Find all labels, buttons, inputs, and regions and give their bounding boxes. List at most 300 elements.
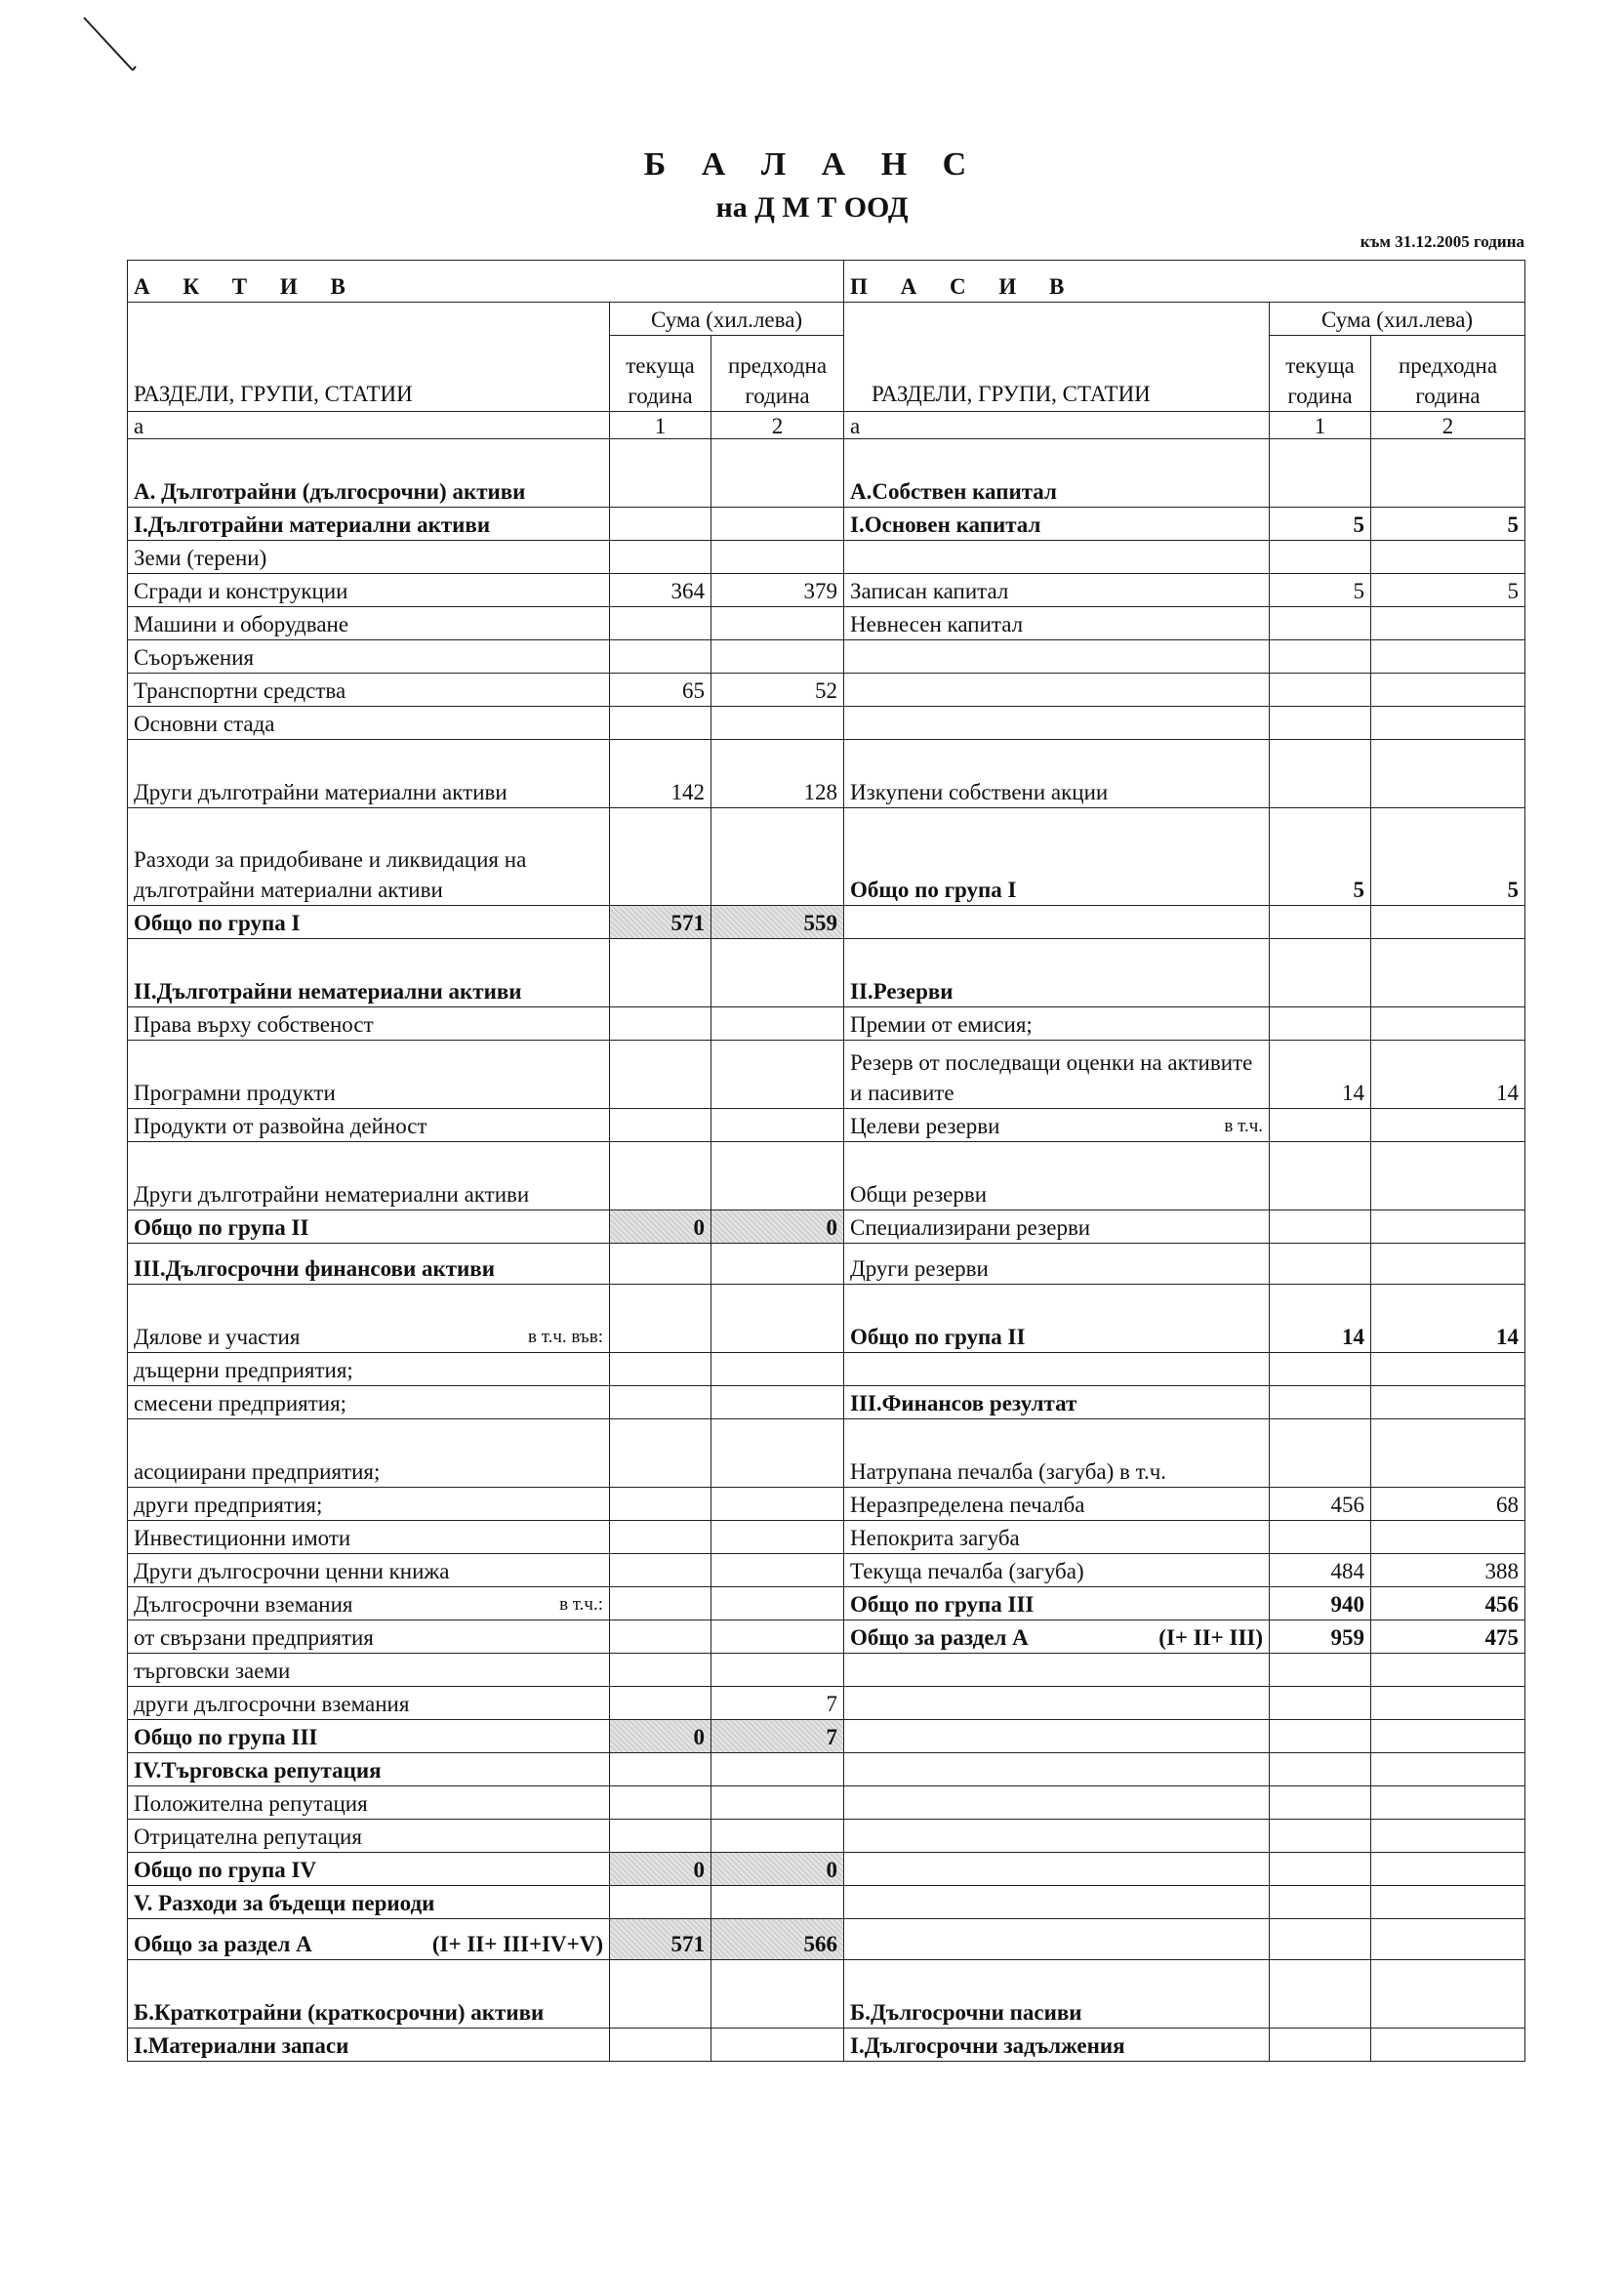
table-row	[128, 1419, 1525, 1488]
left-row-label: Сгради и конструкции	[128, 574, 610, 607]
right-current-value	[1270, 1786, 1371, 1820]
table-row	[128, 1210, 1525, 1244]
right-current-value: 5	[1270, 508, 1371, 541]
right-current-value: 484	[1270, 1554, 1371, 1587]
right-current-value	[1270, 1820, 1371, 1853]
right-previous-value	[1371, 1210, 1525, 1244]
left-row-label: Б.Краткотрайни (краткосрочни) активи	[128, 1960, 610, 2029]
right-previous-value: 5	[1371, 808, 1525, 906]
left-current-value	[610, 541, 711, 574]
table-row	[128, 508, 1525, 541]
table-row	[128, 1587, 1525, 1620]
table-row	[128, 607, 1525, 640]
left-row-label: други дългосрочни вземания	[128, 1687, 610, 1720]
right-row-label	[844, 1620, 1270, 1654]
left-previous-value	[711, 1753, 844, 1786]
left-current-value: 364	[610, 574, 711, 607]
table-row	[128, 1007, 1525, 1041]
left-previous-value	[711, 1285, 844, 1353]
right-previous-value	[1371, 1109, 1525, 1142]
left-previous-value	[711, 707, 844, 740]
left-row-label	[128, 1919, 610, 1960]
right-previous-value	[1371, 1853, 1525, 1886]
left-col-a: а	[128, 412, 610, 439]
right-col-a: а	[844, 412, 1270, 439]
left-previous-value	[711, 1820, 844, 1853]
left-sections-header: РАЗДЕЛИ, ГРУПИ, СТАТИИ	[128, 303, 610, 412]
left-row-label: Общо по група II	[128, 1210, 610, 1244]
left-current-value	[610, 1654, 711, 1687]
right-current-value: 14	[1270, 1041, 1371, 1109]
left-current-value	[610, 607, 711, 640]
left-current-value	[610, 1285, 711, 1353]
left-previous-value	[711, 1488, 844, 1521]
left-row-label: Основни стада	[128, 707, 610, 740]
left-current-year-header: текуща година	[610, 336, 711, 412]
left-previous-value: 566	[711, 1919, 844, 1960]
left-current-value	[610, 1521, 711, 1554]
right-current-value	[1270, 1654, 1371, 1687]
right-previous-value	[1371, 1521, 1525, 1554]
right-row-label	[844, 1886, 1270, 1919]
left-current-value	[610, 1109, 711, 1142]
left-row-label: Земи (терени)	[128, 541, 610, 574]
right-col-1: 1	[1270, 412, 1371, 439]
right-previous-value	[1371, 1753, 1525, 1786]
left-row-label: Други дълготрайни нематериални активи	[128, 1142, 610, 1210]
left-row-label: I.Материални запаси	[128, 2029, 610, 2062]
right-row-label	[844, 906, 1270, 939]
left-current-value	[610, 1960, 711, 2029]
left-current-value	[610, 939, 711, 1007]
right-previous-value	[1371, 607, 1525, 640]
right-label-formula: (I+ II+ III)	[1158, 1625, 1264, 1650]
left-current-value	[610, 1554, 711, 1587]
column-index-row	[128, 412, 1525, 439]
right-current-value: 5	[1270, 808, 1371, 906]
left-row-label: Машини и оборудване	[128, 607, 610, 640]
right-previous-value	[1371, 2029, 1525, 2062]
left-current-value	[610, 1620, 711, 1654]
left-row-label: асоциирани предприятия;	[128, 1419, 610, 1488]
right-previous-value	[1371, 1353, 1525, 1386]
left-previous-value	[711, 1620, 844, 1654]
left-current-value: 571	[610, 1919, 711, 1960]
left-current-value	[610, 508, 711, 541]
table-row	[128, 1488, 1525, 1521]
right-current-value	[1270, 607, 1371, 640]
right-current-value: 14	[1270, 1285, 1371, 1353]
right-previous-year-header: предходна година	[1371, 336, 1525, 412]
left-row-label: А. Дълготрайни (дългосрочни) активи	[128, 439, 610, 508]
left-row-label: смесени предприятия;	[128, 1386, 610, 1419]
left-row-label: Общо по група IV	[128, 1853, 610, 1886]
left-current-value	[610, 1488, 711, 1521]
left-current-value	[610, 1142, 711, 1210]
table-row	[128, 1142, 1525, 1210]
left-previous-value	[711, 939, 844, 1007]
left-row-label: от свързани предприятия	[128, 1620, 610, 1654]
right-row-label	[844, 1919, 1270, 1960]
right-row-label: Невнесен капитал	[844, 607, 1270, 640]
left-row-label: Съоръжения	[128, 640, 610, 674]
right-row-label: Специализирани резерви	[844, 1210, 1270, 1244]
left-previous-value	[711, 508, 844, 541]
right-row-label: Б.Дългосрочни пасиви	[844, 1960, 1270, 2029]
left-previous-value	[711, 1960, 844, 2029]
table-row	[128, 1041, 1525, 1109]
table-row	[128, 1753, 1525, 1786]
right-row-label	[844, 1687, 1270, 1720]
left-previous-value	[711, 640, 844, 674]
right-current-value	[1270, 1007, 1371, 1041]
left-row-label: Други дългосрочни ценни книжа	[128, 1554, 610, 1587]
left-row-label: Общо по група I	[128, 906, 610, 939]
left-current-value: 0	[610, 1853, 711, 1886]
right-row-label: Общо по група I	[844, 808, 1270, 906]
aktiv-header: А К Т И В	[128, 261, 844, 303]
right-row-label: Общо по група III	[844, 1587, 1270, 1620]
left-previous-value	[711, 1142, 844, 1210]
left-row-label: Разходи за придобиване и ликвидация на дълготрайни материални активи	[128, 808, 610, 906]
left-row-label: Права върху собственост	[128, 1007, 610, 1041]
left-label-text: Общо за раздел А	[134, 1932, 312, 1956]
document-title: Б А Л А Н С	[643, 146, 981, 183]
left-current-value	[610, 1820, 711, 1853]
table-row	[128, 1720, 1525, 1753]
right-current-value	[1270, 2029, 1371, 2062]
left-current-value	[610, 1244, 711, 1285]
right-previous-value: 14	[1371, 1041, 1525, 1109]
right-previous-value	[1371, 1786, 1525, 1820]
balance-sheet-table	[127, 260, 1525, 2062]
right-previous-value	[1371, 1960, 1525, 2029]
right-current-value	[1270, 1753, 1371, 1786]
table-row	[128, 808, 1525, 906]
right-previous-value	[1371, 1419, 1525, 1488]
left-current-value	[610, 2029, 711, 2062]
table-row	[128, 939, 1525, 1007]
right-current-value	[1270, 740, 1371, 808]
left-col-2: 2	[711, 412, 844, 439]
left-previous-value: 0	[711, 1210, 844, 1244]
right-row-label	[844, 1753, 1270, 1786]
left-current-value	[610, 1007, 711, 1041]
right-current-value	[1270, 1853, 1371, 1886]
left-current-value	[610, 1753, 711, 1786]
left-current-value: 142	[610, 740, 711, 808]
right-row-label	[844, 1353, 1270, 1386]
left-previous-value	[711, 1587, 844, 1620]
left-previous-value: 7	[711, 1687, 844, 1720]
right-row-label: Неразпределена печалба	[844, 1488, 1270, 1521]
right-previous-value	[1371, 740, 1525, 808]
right-current-value	[1270, 439, 1371, 508]
left-previous-value	[711, 2029, 844, 2062]
left-row-label: Отрицателна репутация	[128, 1820, 610, 1853]
right-current-value	[1270, 1142, 1371, 1210]
table-row	[128, 1853, 1525, 1886]
right-row-label: III.Финансов резултат	[844, 1386, 1270, 1419]
left-current-value	[610, 1419, 711, 1488]
table-row	[128, 1687, 1525, 1720]
left-sum-header: Сума (хил.лева)	[610, 303, 844, 336]
table-row	[128, 1820, 1525, 1853]
left-row-label: I.Дълготрайни материални активи	[128, 508, 610, 541]
right-row-label	[844, 1853, 1270, 1886]
right-current-value: 456	[1270, 1488, 1371, 1521]
right-previous-value	[1371, 1687, 1525, 1720]
left-row-label: IV.Търговска репутация	[128, 1753, 610, 1786]
right-previous-value	[1371, 541, 1525, 574]
scan-mark	[82, 16, 150, 74]
right-row-label: Резерв от последващи оценки на активите и пасивите	[844, 1041, 1270, 1109]
right-row-label: Текуща печалба (загуба)	[844, 1554, 1270, 1587]
right-previous-value	[1371, 674, 1525, 707]
right-current-value	[1270, 1886, 1371, 1919]
right-row-label: Общо по група II	[844, 1285, 1270, 1353]
left-previous-year-header: предходна година	[711, 336, 844, 412]
table-row	[128, 574, 1525, 607]
left-previous-value: 128	[711, 740, 844, 808]
left-previous-value	[711, 1886, 844, 1919]
right-current-value: 940	[1270, 1587, 1371, 1620]
header-row	[128, 261, 1525, 303]
right-current-value	[1270, 1720, 1371, 1753]
left-row-label: Инвестиционни имоти	[128, 1521, 610, 1554]
left-row-label	[128, 1285, 610, 1353]
document-subtitle: на Д М Т ООД	[715, 191, 909, 224]
left-previous-value	[711, 1554, 844, 1587]
right-current-value: 959	[1270, 1620, 1371, 1654]
left-label-text: Дългосрочни вземания	[134, 1592, 353, 1617]
left-label-note: в т.ч.:	[559, 1594, 603, 1615]
table-row	[128, 1386, 1525, 1419]
left-current-value: 65	[610, 674, 711, 707]
left-current-value: 571	[610, 906, 711, 939]
right-row-label	[844, 1820, 1270, 1853]
right-label-wrap	[850, 1622, 1263, 1653]
left-current-value: 0	[610, 1210, 711, 1244]
right-row-label: Премии от емисия;	[844, 1007, 1270, 1041]
right-previous-value	[1371, 1386, 1525, 1419]
right-row-label: Изкупени собствени акции	[844, 740, 1270, 808]
right-row-label	[844, 1786, 1270, 1820]
right-current-value	[1270, 1960, 1371, 2029]
right-current-value	[1270, 1109, 1371, 1142]
table-row	[128, 906, 1525, 939]
left-row-label: Общо по група III	[128, 1720, 610, 1753]
right-current-value	[1270, 1521, 1371, 1554]
table-row	[128, 640, 1525, 674]
left-current-value	[610, 1041, 711, 1109]
right-previous-value	[1371, 939, 1525, 1007]
right-label-note: в т.ч.	[1224, 1116, 1264, 1136]
table-row	[128, 1620, 1525, 1654]
table-row	[128, 1285, 1525, 1353]
right-previous-value	[1371, 1654, 1525, 1687]
left-current-value	[610, 1386, 711, 1419]
right-row-label	[844, 1720, 1270, 1753]
right-row-label: I.Основен капитал	[844, 508, 1270, 541]
left-label-note: в т.ч. във:	[528, 1327, 603, 1347]
left-previous-value	[711, 1353, 844, 1386]
table-row	[128, 1886, 1525, 1919]
right-row-label: Записан капитал	[844, 574, 1270, 607]
right-previous-value: 475	[1371, 1620, 1525, 1654]
right-current-value	[1270, 1244, 1371, 1285]
right-sum-header: Сума (хил.лева)	[1270, 303, 1525, 336]
right-previous-value: 456	[1371, 1587, 1525, 1620]
right-previous-value	[1371, 906, 1525, 939]
right-current-value	[1270, 1210, 1371, 1244]
right-previous-value: 5	[1371, 508, 1525, 541]
table-row	[128, 1919, 1525, 1960]
right-current-value	[1270, 1353, 1371, 1386]
left-row-label: дъщерни предприятия;	[128, 1353, 610, 1386]
left-label-wrap	[134, 1322, 603, 1352]
right-previous-value: 5	[1371, 574, 1525, 607]
left-col-1: 1	[610, 412, 711, 439]
left-row-label: Програмни продукти	[128, 1041, 610, 1109]
left-label-wrap	[134, 1589, 603, 1620]
left-current-value	[610, 1886, 711, 1919]
left-current-value	[610, 808, 711, 906]
left-previous-value	[711, 1109, 844, 1142]
left-current-value	[610, 1687, 711, 1720]
left-previous-value: 379	[711, 574, 844, 607]
left-previous-value	[711, 1007, 844, 1041]
right-previous-value	[1371, 707, 1525, 740]
table-row	[128, 674, 1525, 707]
left-row-label: Транспортни средства	[128, 674, 610, 707]
right-previous-value	[1371, 1720, 1525, 1753]
left-row-label: търговски заеми	[128, 1654, 610, 1687]
left-previous-value	[711, 1386, 844, 1419]
left-current-value	[610, 640, 711, 674]
table-row	[128, 707, 1525, 740]
right-current-value: 5	[1270, 574, 1371, 607]
left-row-label: Други дълготрайни материални активи	[128, 740, 610, 808]
table-row	[128, 1353, 1525, 1386]
pasiv-header: П А С И В	[844, 261, 1525, 303]
left-current-value	[610, 1353, 711, 1386]
right-previous-value	[1371, 640, 1525, 674]
left-current-value	[610, 1786, 711, 1820]
right-previous-value	[1371, 439, 1525, 508]
right-current-value	[1270, 906, 1371, 939]
right-row-label: А.Собствен капитал	[844, 439, 1270, 508]
left-row-label	[128, 1587, 610, 1620]
table-row	[128, 1960, 1525, 2029]
left-current-value	[610, 1587, 711, 1620]
right-previous-value: 14	[1371, 1285, 1525, 1353]
left-previous-value	[711, 541, 844, 574]
left-label-formula: (I+ II+ III+IV+V)	[431, 1932, 603, 1956]
left-current-value	[610, 439, 711, 508]
sum-header-row	[128, 303, 1525, 336]
right-previous-value	[1371, 1886, 1525, 1919]
right-row-label	[844, 1654, 1270, 1687]
table-row	[128, 541, 1525, 574]
left-row-label: III.Дългосрочни финансови активи	[128, 1244, 610, 1285]
table-row	[128, 1244, 1525, 1285]
left-label-wrap	[134, 1929, 603, 1959]
table-row	[128, 1554, 1525, 1587]
table-row	[128, 1786, 1525, 1820]
left-row-label: II.Дълготрайни нематериални активи	[128, 939, 610, 1007]
right-row-label	[844, 674, 1270, 707]
report-date: към 31.12.2005 година	[1360, 232, 1524, 251]
right-current-value	[1270, 1687, 1371, 1720]
right-row-label	[844, 640, 1270, 674]
right-previous-value	[1371, 1007, 1525, 1041]
right-current-value	[1270, 541, 1371, 574]
left-current-value	[610, 707, 711, 740]
right-previous-value: 68	[1371, 1488, 1525, 1521]
right-row-label	[844, 707, 1270, 740]
table-row	[128, 1654, 1525, 1687]
right-col-2: 2	[1371, 412, 1525, 439]
table-row	[128, 740, 1525, 808]
right-current-year-header: текуща година	[1270, 336, 1371, 412]
left-current-value: 0	[610, 1720, 711, 1753]
right-current-value	[1270, 1386, 1371, 1419]
right-previous-value: 388	[1371, 1554, 1525, 1587]
right-sections-header: РАЗДЕЛИ, ГРУПИ, СТАТИИ	[844, 303, 1270, 412]
right-row-label: II.Резерви	[844, 939, 1270, 1007]
right-row-label	[844, 1109, 1270, 1142]
left-previous-value	[711, 1786, 844, 1820]
right-current-value	[1270, 674, 1371, 707]
left-previous-value: 52	[711, 674, 844, 707]
right-current-value	[1270, 640, 1371, 674]
table-row	[128, 2029, 1525, 2062]
right-current-value	[1270, 1919, 1371, 1960]
left-previous-value	[711, 1041, 844, 1109]
right-previous-value	[1371, 1919, 1525, 1960]
left-previous-value	[711, 439, 844, 508]
left-previous-value	[711, 1244, 844, 1285]
right-row-label: Други резерви	[844, 1244, 1270, 1285]
right-row-label: Общи резерви	[844, 1142, 1270, 1210]
right-row-label	[844, 541, 1270, 574]
left-previous-value	[711, 1654, 844, 1687]
right-label-wrap	[850, 1111, 1263, 1141]
left-row-label: други предприятия;	[128, 1488, 610, 1521]
left-row-label: Положителна репутация	[128, 1786, 610, 1820]
left-row-label: Продукти от развойна дейност	[128, 1109, 610, 1142]
right-previous-value	[1371, 1820, 1525, 1853]
right-current-value	[1270, 1419, 1371, 1488]
right-row-label: I.Дългосрочни задължения	[844, 2029, 1270, 2062]
right-current-value	[1270, 939, 1371, 1007]
left-previous-value: 0	[711, 1853, 844, 1886]
left-previous-value	[711, 808, 844, 906]
right-label-text: Общо за раздел А	[850, 1625, 1029, 1650]
left-label-text: Дялове и участия	[134, 1325, 301, 1349]
table-row	[128, 1521, 1525, 1554]
balance-sheet-body	[128, 261, 1525, 2062]
left-previous-value	[711, 1521, 844, 1554]
left-previous-value: 559	[711, 906, 844, 939]
left-previous-value	[711, 1419, 844, 1488]
right-previous-value	[1371, 1244, 1525, 1285]
right-current-value	[1270, 707, 1371, 740]
table-row	[128, 439, 1525, 508]
right-row-label: Натрупана печалба (загуба) в т.ч.	[844, 1419, 1270, 1488]
right-label-text: Целеви резерви	[850, 1114, 1000, 1138]
